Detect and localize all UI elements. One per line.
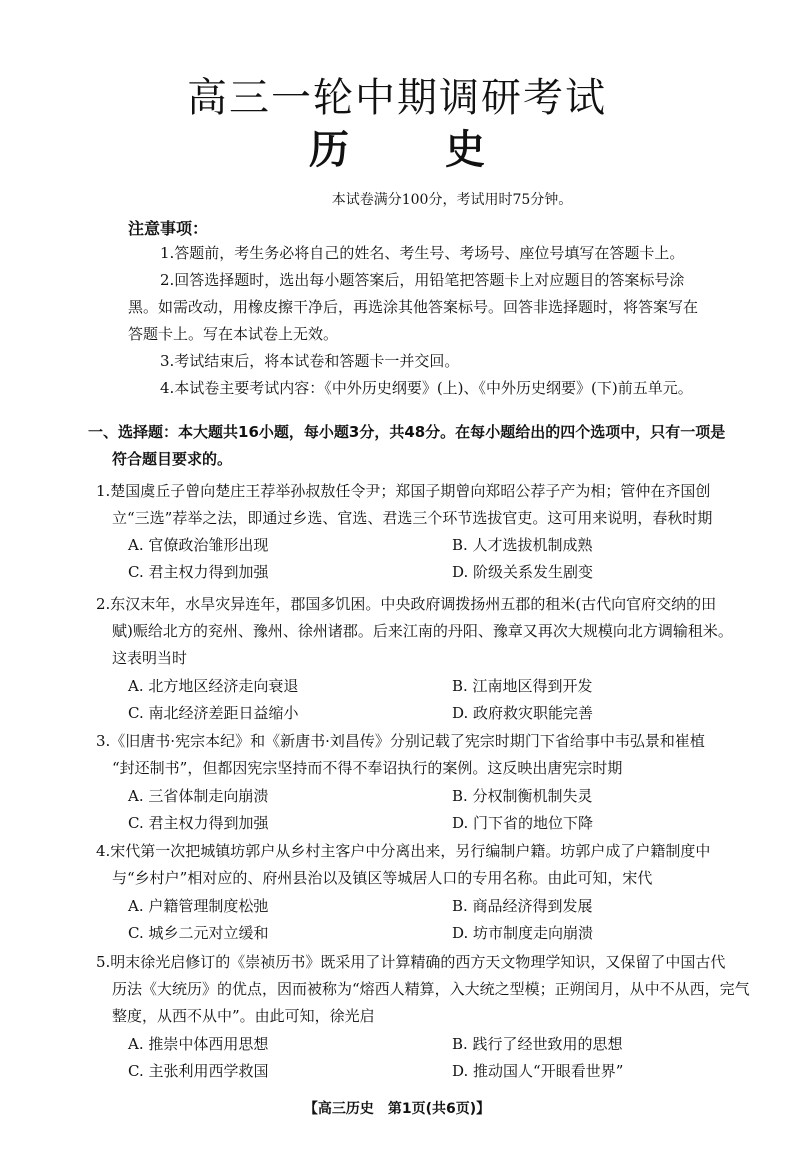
question-2-line-1: 2.东汉末年，水旱灾异连年，郡国多饥困。中央政府调拨扬州五郡的租米(古代向官府交纳的田 bbox=[96, 595, 717, 613]
question-4-option-d: D. 坊市制度走向崩溃 bbox=[452, 924, 594, 942]
question-3-line-2: “封还制书”，但都因宪宗坚持而不得不奉诏执行的案例。这反映出唐宪宗时期 bbox=[112, 759, 623, 777]
question-2-option-d: D. 政府救灾职能完善 bbox=[452, 704, 594, 722]
exam-title: 高三一轮中期调研考试 bbox=[187, 75, 607, 121]
question-3-option-a: A. 三省体制走向崩溃 bbox=[128, 787, 269, 805]
question-4-line-1: 4.宋代第一次把城镇坊郭户从乡村主客户中分离出来，另行编制户籍。坊郭户成了户籍制度中 bbox=[96, 842, 711, 860]
question-5-option-b: B. 践行了经世致用的思想 bbox=[452, 1035, 623, 1053]
question-1-line-2: 立“三选”荐举之法，即通过乡选、官选、君选三个环节选拔官吏。这可用来说明，春秋时期 bbox=[112, 509, 713, 527]
page-footer: 【高三历史 第1页(共6页)】 bbox=[303, 1101, 491, 1117]
question-1-option-b: B. 人才选拔机制成熟 bbox=[452, 536, 593, 554]
question-1-option-a: A. 官僚政治雏形出现 bbox=[128, 536, 269, 554]
notice-item-1: 1.答题前，考生务必将自己的姓名、考生号、考场号、座位号填写在答题卡上。 bbox=[160, 244, 685, 262]
question-3-option-d: D. 门下省的地位下降 bbox=[452, 814, 594, 832]
question-1-option-d: D. 阶级关系发生剧变 bbox=[452, 563, 594, 581]
exam-info: 本试卷满分100分，考试用时75分钟。 bbox=[331, 192, 573, 208]
question-3-line-1: 3.《旧唐书·宪宗本纪》和《新唐书·刘昌传》分别记载了宪宗时期门下省给事中韦弘景和崔植 bbox=[96, 732, 705, 750]
notice-item-3: 3.考试结束后，将本试卷和答题卡一并交回。 bbox=[160, 352, 460, 370]
section-heading-cont: 符合题目要求的。 bbox=[112, 450, 233, 468]
question-3-option-c: C. 君主权力得到加强 bbox=[128, 814, 269, 832]
question-5-option-a: A. 推崇中体西用思想 bbox=[128, 1035, 269, 1053]
question-5-option-c: C. 主张利用西学救国 bbox=[128, 1062, 269, 1080]
question-5-line-3: 整度，从西不从中”。由此可知，徐光启 bbox=[112, 1007, 375, 1025]
question-4-line-2: 与“乡村户”相对应的、府州县治以及镇区等城居人口的专用名称。由此可知，宋代 bbox=[112, 869, 653, 887]
question-2-option-a: A. 北方地区经济走向衰退 bbox=[128, 677, 299, 695]
question-4-option-a: A. 户籍管理制度松弛 bbox=[128, 897, 269, 915]
question-2-option-c: C. 南北经济差距日益缩小 bbox=[128, 704, 299, 722]
question-4-option-c: C. 城乡二元对立缓和 bbox=[128, 924, 269, 942]
question-2-line-2: 赋)赈给北方的兖州、豫州、徐州诸郡。后来江南的丹阳、豫章又再次大规模向北方调输租米。 bbox=[112, 622, 733, 640]
question-2-line-3: 这表明当时 bbox=[112, 649, 188, 667]
question-5-option-d: D. 推动国人“开眼看世界” bbox=[452, 1062, 624, 1080]
section-heading: 一、选择题：本大题共16小题，每小题3分，共48分。在每小题给出的四个选项中，只有一项是 bbox=[88, 423, 726, 441]
notice-item-2-line-1: 2.回答选择题时，选出每小题答案后，用铅笔把答题卡上对应题目的答案标号涂 bbox=[160, 271, 685, 289]
subject-title: 历史 bbox=[309, 127, 581, 173]
question-2-option-b: B. 江南地区得到开发 bbox=[452, 677, 593, 695]
question-1-option-c: C. 君主权力得到加强 bbox=[128, 563, 269, 581]
question-5-line-2: 历法《大统历》的优点，因而被称为“熔西人精算，入大统之型模；正朔闰月，从中不从西，完气 bbox=[112, 980, 750, 998]
notice-item-2-line-3: 答题卡上。写在本试卷上无效。 bbox=[128, 325, 339, 343]
notice-item-4: 4.本试卷主要考试内容：《中外历史纲要》(上)、《中外历史纲要》(下)前五单元。 bbox=[160, 379, 693, 397]
notice-item-2-line-2: 黑。如需改动，用橡皮擦干净后，再选涂其他答案标号。回答非选择题时，将答案写在 bbox=[128, 298, 699, 316]
question-5-line-1: 5.明末徐光启修订的《崇祯历书》既采用了计算精确的西方天文物理学知识，又保留了中国古代 bbox=[96, 953, 726, 971]
notice-title: 注意事项： bbox=[128, 219, 209, 238]
question-3-option-b: B. 分权制衡机制失灵 bbox=[452, 787, 593, 805]
question-4-option-b: B. 商品经济得到发展 bbox=[452, 897, 593, 915]
question-1-line-1: 1.楚国虞丘子曾向楚庄王荐举孙叔敖任令尹；郑国子期曾向郑昭公荐子产为相；管仲在齐国创 bbox=[96, 482, 711, 500]
